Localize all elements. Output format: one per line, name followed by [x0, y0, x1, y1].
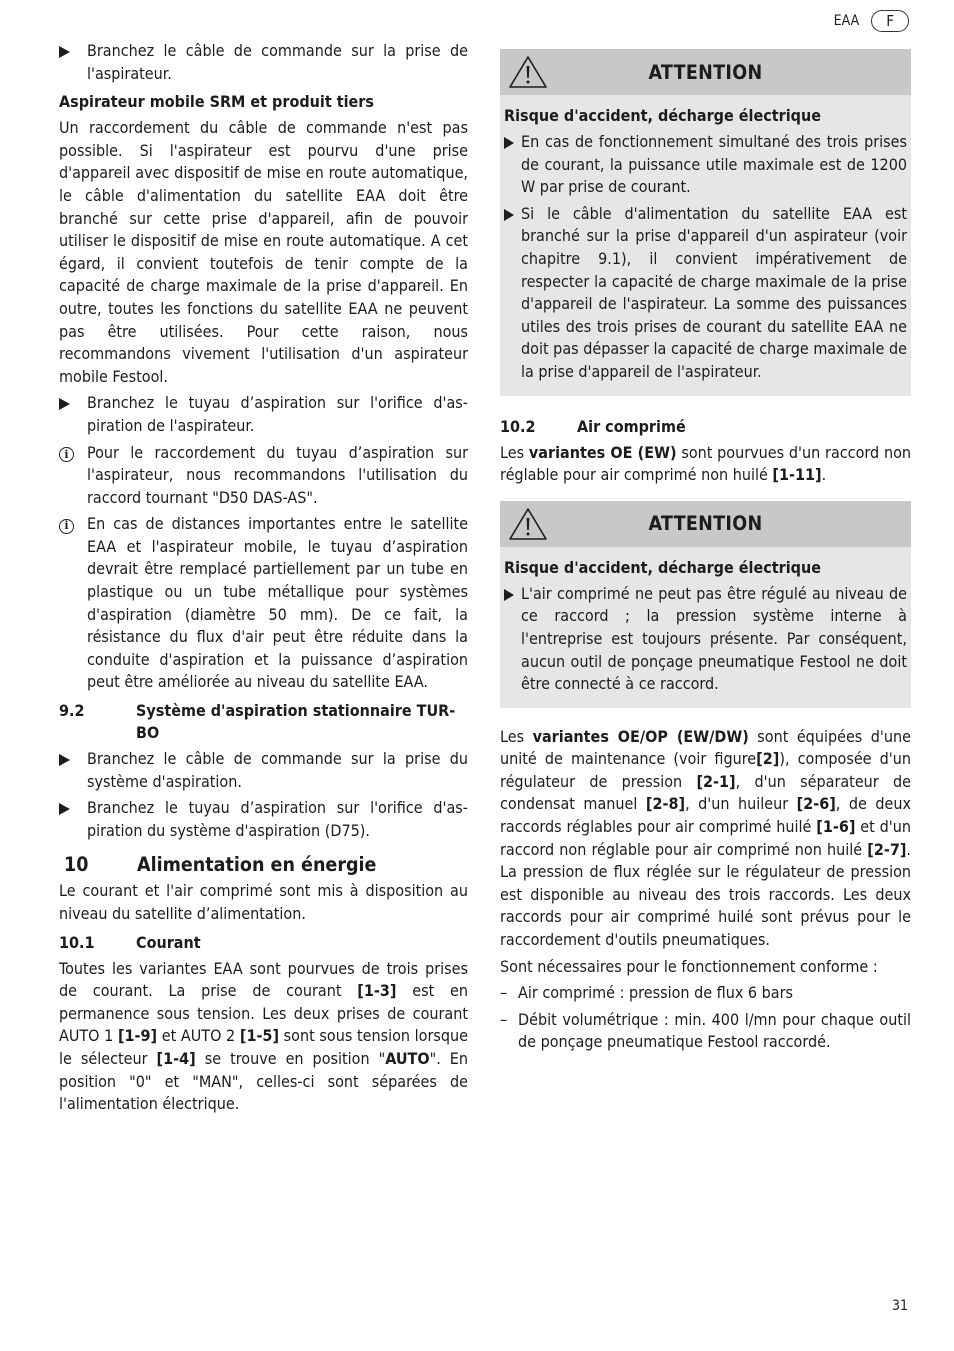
warning-triangle-icon	[508, 55, 548, 89]
arrow-bullet-icon	[59, 754, 70, 766]
instruction-step: Branchez le tuyau d’aspiration sur l'orifice d'aspiration de l'aspirateur.	[59, 392, 468, 437]
paragraph-requirements: Sont nécessaires pour le fonctionnement conforme :	[500, 956, 878, 976]
warning-subtitle: Risque d'accident, décharge électrique	[504, 557, 821, 577]
section-heading-10: 10 Alimentation en énergie	[64, 853, 377, 877]
warning-item: En cas de fonctionnement simultané des trois prises de courant, la puissance utile maximale est de 1200 W par prise de courant.	[504, 131, 907, 199]
paragraph-air-oe-op: Les variantes OE/OP (EW/DW) sont équipées d'une unité de maintenance (voir figure[2]), composée d'un régulateur de pression [2-1], d'un séparateur de condensat manuel [2-8], d'un huileur [2-6], de deux raccords réglables pour air comprimé huilé [1-6] et d'un raccord non réglable pour air comprimé non huilé [2-7]. La pression de flux réglée sur le régulateur de pression est disponible au niveau des trois raccords. Les deux raccords pour air comprimé huilé sont prévus pour le raccordement d'outils pneumatiques.	[500, 726, 912, 950]
info-note: i En cas de distances importantes entre le satellite EAA et l'aspirateur mobile, le tuyau d’aspiration devrait être remplacé partiellement par un tube en plastique ou un tube métallique pour systèmes d'aspiration (diamètre 50 mm). De ce fait, la résistance du flux d'air peut être réduite dans la conduite d'aspiration et la puissance d’aspiration peut être améliorée au niveau du satellite EAA.	[59, 513, 468, 694]
arrow-bullet-icon	[59, 46, 70, 58]
arrow-bullet-icon	[59, 398, 70, 410]
page-number: 31	[891, 1298, 908, 1314]
warning-title: ATTENTION	[648, 60, 763, 84]
subheading-srm: Aspirateur mobile SRM et produit tiers	[59, 92, 374, 112]
info-icon: i	[59, 447, 74, 462]
paragraph-energy: Le courant et l'air comprimé sont mis à disposition au niveau du satellite d’alimentation.	[59, 881, 468, 923]
page-header	[834, 10, 909, 32]
info-note: i Pour le raccordement du tuyau d’aspiration sur l'aspirateur, nous recommandons l'utilisation du raccord tournant "D50 DAS-AS".	[59, 442, 468, 510]
warning-subtitle: Risque d'accident, décharge électrique	[504, 106, 821, 125]
arrow-bullet-icon	[504, 209, 514, 221]
arrow-bullet-icon	[504, 137, 514, 149]
instruction-step: Branchez le câble de commande sur la prise de l'aspirateur.	[59, 40, 468, 85]
paragraph-srm: Un raccordement du câble de commande n'est pas possible. Si l'aspirateur est pourvu d'une prise d'appareil avec dispositif de mise en route automatique, le câble d'alimentation du satellite EAA doit être branché sur cette prise d'appareil, afin de pouvoir utiliser le dispositif de mise en route automatique. A cet égard, il convient toutefois de tenir compte de la capacité de charge maximale de la prise d'appareil. En outre, toutes les fonctions du satellite EAA ne peuvent pas être utilisées. Pour cette raison, nous recommandons vivement l'utilisation d'un aspirateur mobile Festool.	[59, 118, 468, 386]
warning-item: L'air comprimé ne peut pas être régulé au niveau de ce raccord ; la pression système interne à l'entreprise est toujours présente. Par conséquent, aucun outil de ponçage pneumatique Festool ne doit être connecté à ce raccord.	[504, 583, 907, 696]
requirement-item: – Air comprimé : pression de flux 6 bars	[500, 982, 911, 1005]
warning-triangle-icon	[508, 507, 548, 541]
product-code: EAA	[833, 13, 860, 29]
paragraph-air-oe: Les variantes OE (EW) sont pourvues d'un raccord non réglable pour air comprimé non huilé [1-11].	[500, 442, 911, 485]
requirement-item: – Débit volumétrique : min. 400 l/mn pour chaque outil de ponçage pneumatique Festool raccordé.	[500, 1009, 911, 1052]
dash-bullet: –	[500, 983, 508, 1003]
warning-item: Si le câble d'alimentation du satellite EAA est branché sur la prise d'appareil d'un aspirateur (voir chapitre 9.1), il convient impérativement de respecter la capacité de charge maximale de la prise d'appareil de l'aspirateur. La somme des puissances utiles des trois prises de courant du satellite EAA ne doit pas dépasser la capacité de charge maximale de la prise d'appareil de l'aspirateur.	[504, 203, 907, 384]
arrow-bullet-icon	[504, 589, 514, 601]
section-heading-9-2: 9.2 Système d'aspiration stationnaire TURBO	[59, 701, 456, 743]
paragraph-current: Toutes les variantes EAA sont pourvues de trois prises de courant. La prise de courant [1-3] est en permanence sous tension. Les deux prises de courant AUTO 1 [1-9] et AUTO 2 [1-5] sont sous tension lorsque le sélecteur [1-4] se trouve en position "AUTO". En position "0" et "MAN", celles-ci sont séparées de l'alimentation électrique.	[59, 958, 469, 1114]
language-badge: F	[871, 10, 909, 32]
right-column	[500, 49, 911, 1058]
warning-box	[500, 501, 911, 708]
warning-header	[500, 49, 911, 95]
warning-box	[500, 49, 911, 396]
section-heading-10-2: 10.2 Air comprimé	[500, 416, 686, 436]
section-heading-10-1: 10.1 Courant	[59, 932, 201, 952]
warning-title: ATTENTION	[648, 512, 763, 536]
instruction-step: Branchez le câble de commande sur la prise du système d'aspiration.	[59, 748, 468, 793]
info-icon: i	[59, 519, 74, 534]
dash-bullet: –	[500, 1009, 508, 1029]
instruction-step: Branchez le tuyau d’aspiration sur l'orifice d'aspiration du système d'aspiration (D75).	[59, 797, 468, 842]
left-column	[59, 40, 468, 1120]
warning-header	[500, 501, 911, 547]
arrow-bullet-icon	[59, 803, 70, 815]
